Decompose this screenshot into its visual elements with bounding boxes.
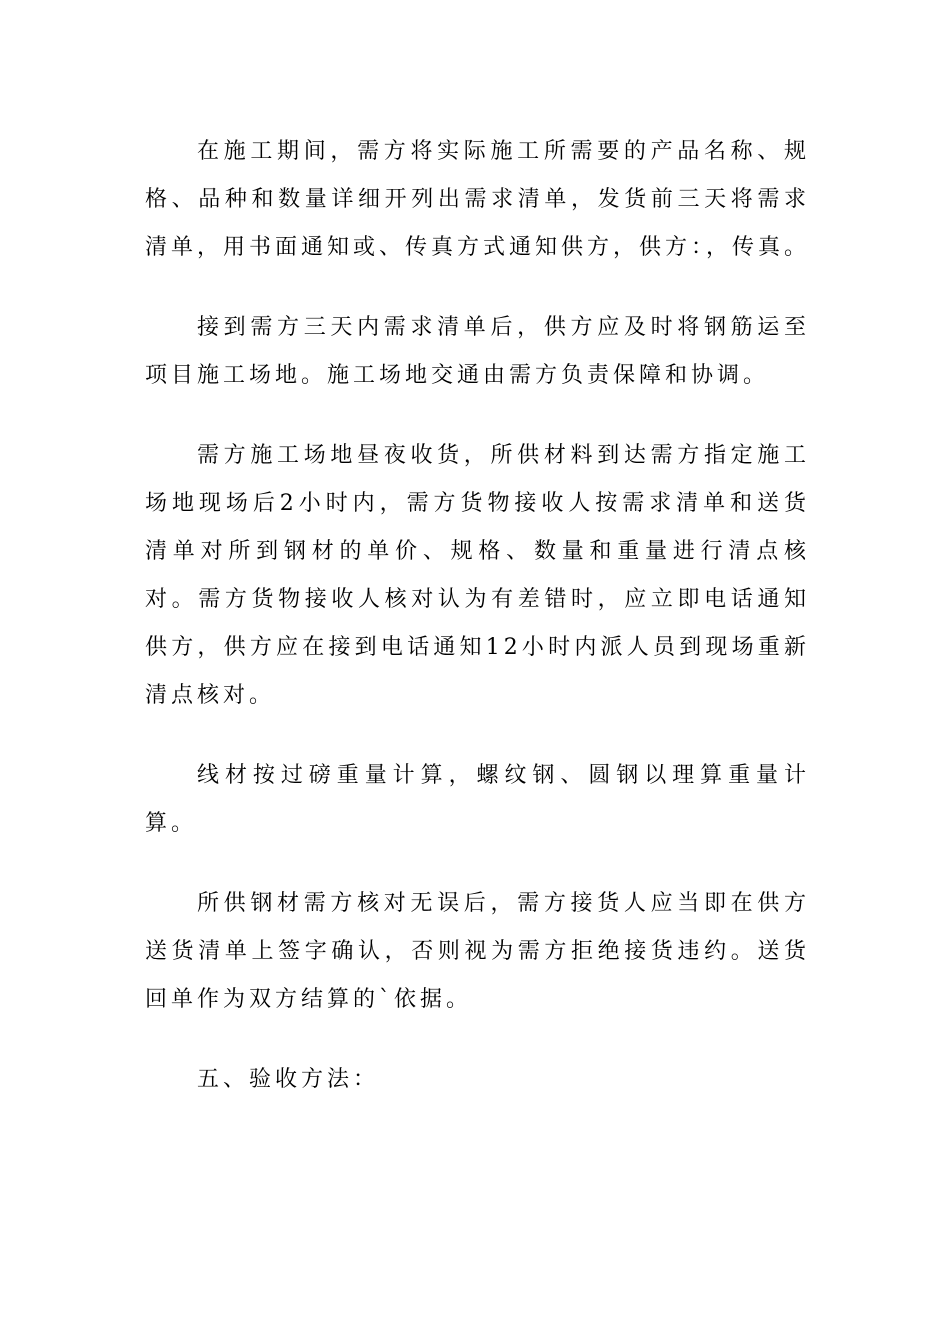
paragraph-construction-period: 在施工期间，需方将实际施工所需要的产品名称、规格、品种和数量详细开列出需求清单，发货前三天将需求清单，用书面通知或、传真方式通知供方，供方：，传真。: [145, 139, 811, 260]
paragraph-receiving-check: 需方施工场地昼夜收货，所供材料到达需方指定施工场地现场后2小时内，需方货物接收人按需求清单和送货清单对所到钢材的单价、规格、数量和重量进行清点核对。需方货物接收人核对认为有差错时，应立即电话通知供方，供方应在接到电话通知12小时内派人员到现场重新清点核对。: [145, 443, 810, 708]
paragraph-weight-calculation: 线材按过磅重量计算，螺纹钢、圆钢以理算重量计算。: [145, 763, 810, 836]
paragraph-delivery-to-site: 接到需方三天内需求清单后，供方应及时将钢筋运至项目施工场地。施工场地交通由需方负责保障和协调。: [145, 315, 810, 388]
paragraph-signature-confirmation: 所供钢材需方核对无误后，需方接货人应当即在供方送货清单上签字确认，否则视为需方拒绝接货违约。送货回单作为双方结算的`依据。: [145, 891, 810, 1012]
section-heading-acceptance-method: 五、验收方法：: [197, 1067, 380, 1092]
document-body: [145, 128, 810, 1136]
